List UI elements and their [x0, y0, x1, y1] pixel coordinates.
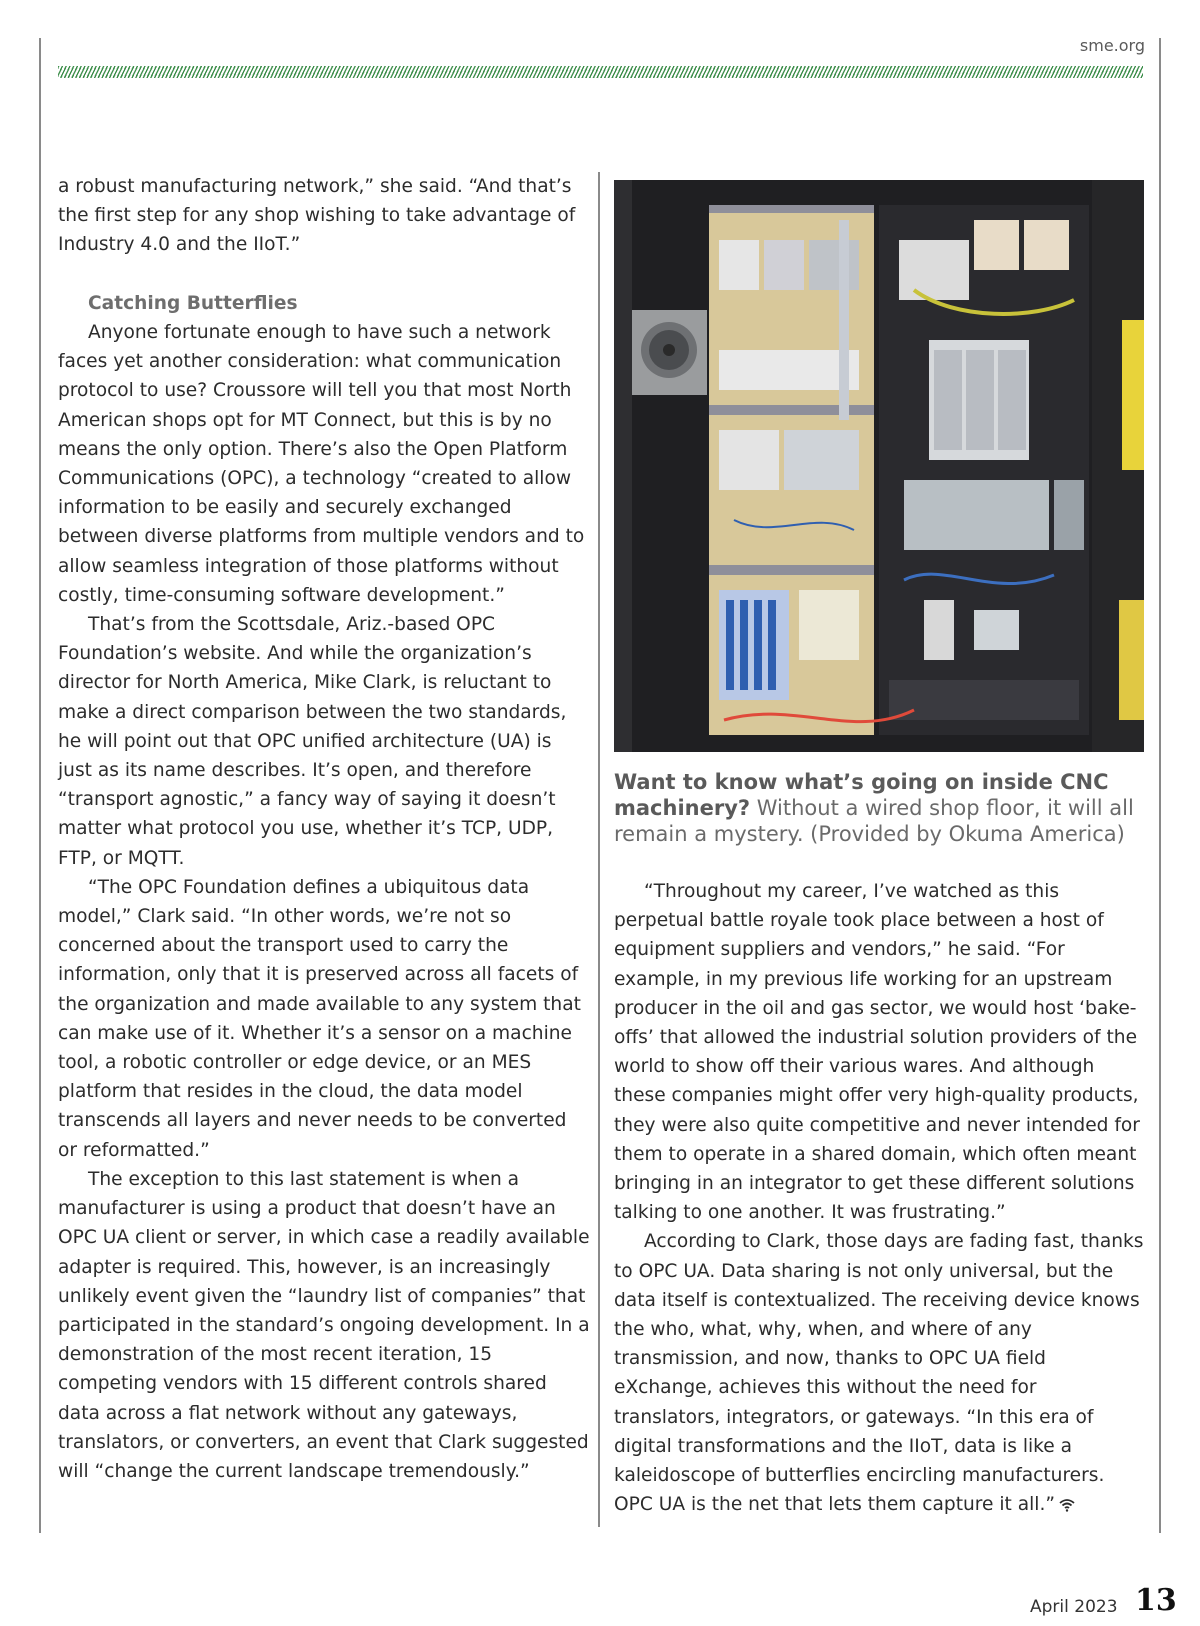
right-column	[614, 877, 1144, 1519]
left-column	[58, 172, 590, 1486]
intro-paragraph: a robust manufacturing network,” she said. “And that’s the first step for any shop wishing to take advantage of Industry 4.0 and the IIoT.”	[58, 176, 576, 256]
body-paragraph: That’s from the Scottsdale, Ariz.-based OPC Foundation’s website. And while the organization’s director for North America, Mike Clark, is reluctant to make a direct comparison between the two standards, he will point out that OPC unified architecture (UA) is just as its name describes. It’s open, and therefore “transport agnostic,” a fancy way of saying it doesn’t matter what protocol you use, whether it’s TCP, UDP, FTP, or MQTT.	[58, 614, 567, 869]
column-divider	[598, 172, 600, 1527]
issue-date: April 2023	[1030, 1597, 1118, 1617]
left-border-rule	[39, 38, 41, 1533]
cnc-cabinet-photo	[614, 180, 1144, 752]
caption-text: Without a wired shop floor, it will all remain a mystery. (Provided by Okuma America)	[614, 796, 1134, 846]
caption-lead: Want to know what’s going on inside CNC machinery?	[614, 770, 1109, 820]
body-paragraph-text: According to Clark, those days are fading fast, thanks to OPC UA. Data sharing is not only universal, but the data itself is contextualized. The receiving device knows the who, what, why, when, and where of any transmission, and now, thanks to OPC UA field eXchange, achieves this without the need for translators, integrators, or gateways. “In this era of digital transformations and the IIoT, data is like a kaleidoscope of butterflies encircling manufacturers. OPC UA is the net that lets them capture it all.”	[614, 1231, 1144, 1516]
body-paragraph: “Throughout my career, I’ve watched as this perpetual battle royale took place between a host of equipment suppliers and vendors,” he said. “For example, in my previous life working for an upstream producer in the oil and gas sector, we would host ‘bake-offs’ that allowed the industrial solution providers of the world to show off their various wares. And although these companies might offer very high-quality products, they were also quite competitive and never intended for them to operate in a shared domain, which often meant bringing in an integrator to get these different solutions talking to one another. It was frustrating.”	[614, 881, 1140, 1224]
right-border-rule	[1159, 38, 1161, 1533]
body-paragraph-final	[614, 1227, 1144, 1519]
body-paragraph: “The OPC Foundation defines a ubiquitous data model,” Clark said. “In other words, we’re not so concerned about the transport used to carry the information, only that it is preserved across all facets of the organization and made available to any system that can make use of it. Whether it’s a sensor on a machine tool, a robotic controller or edge device, or an MES platform that resides in the cloud, the data model transcends all layers and never needs to be converted or reformatted.”	[58, 876, 581, 1161]
body-paragraph: Anyone fortunate enough to have such a network faces yet another consideration: what communication protocol to use? Croussore will tell you that most North American shops opt for MT Connect, but this is by no means the only option. There’s also the Open Platform Communications (OPC), a technology “created to allow information to be easily and securely exchanged between diverse platforms from multiple vendors and to allow seamless integration of those platforms without costly, time-consuming software development.”	[58, 322, 585, 606]
section-subhead: Catching Butterflies	[88, 292, 298, 314]
wifi-end-icon	[1059, 1498, 1075, 1512]
page-number: 13	[1135, 1583, 1177, 1618]
site-url[interactable]: sme.org	[1079, 36, 1145, 55]
body-paragraph: The exception to this last statement is when a manufacturer is using a product that doesn’t have an OPC UA client or server, in which case a readily available adapter is required. This, however, is an increasingly unlikely event given the “laundry list of companies” that participated in the standard’s ongoing development. In a demonstration of the most recent iteration, 15 competing vendors with 15 different controls shared data across a flat network without any gateways, translators, or converters, an event that Clark suggested will “change the current landscape tremendously.”	[58, 1168, 590, 1482]
header-hatch-bar	[58, 66, 1143, 78]
photo-caption	[614, 769, 1144, 847]
